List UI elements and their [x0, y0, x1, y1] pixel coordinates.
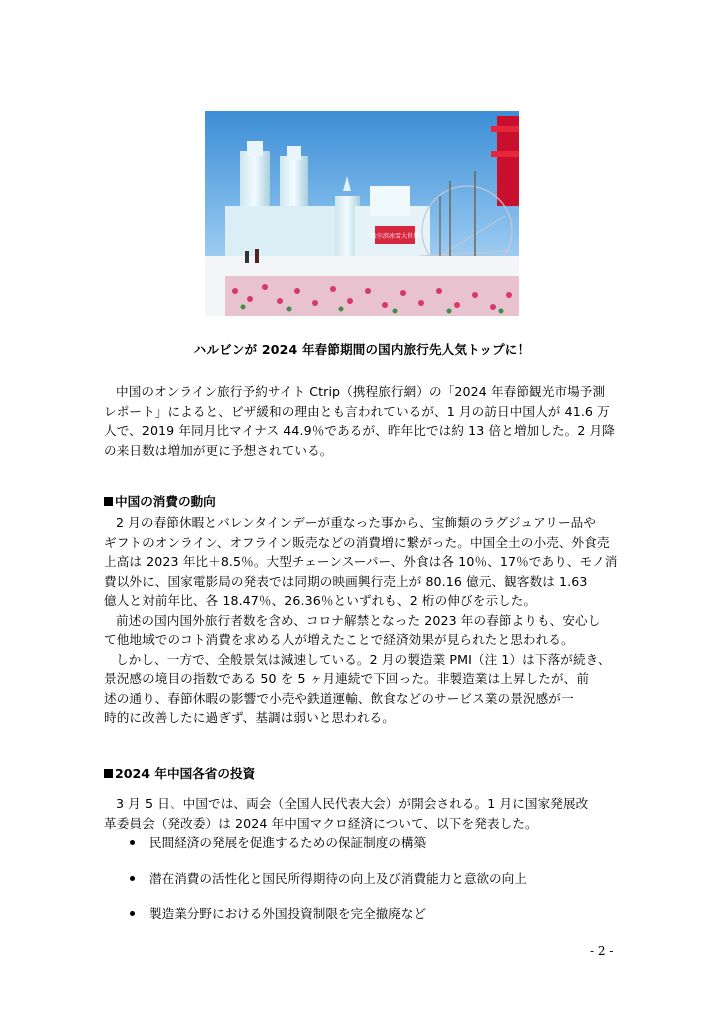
square-bullet-icon: [104, 769, 113, 778]
text-line: レポート」によると、ビザ緩和の理由とも言われているが、1 月の訪日中国人が 41.6 万: [104, 403, 610, 419]
investment-paragraph: [104, 794, 624, 833]
text-line: ギフトのオンライン、オフライン販売などの消費増に繋がった。中国全土の小売、外食売: [104, 534, 610, 550]
red-comma: 、: [169, 796, 183, 811]
list-item: [130, 903, 426, 922]
text-line: の来日数は増加が更に予想されている。: [104, 442, 333, 458]
list-item: [130, 832, 426, 851]
consumption-paragraph: [104, 513, 624, 728]
bullet-text: 民間経済の発展を促進するための保証制度の構築: [149, 835, 427, 850]
text-line: 上高は 2023 年比＋8.5％。大型チェーンスーパー、外食は各 10％、17％であり、モノ消: [104, 554, 618, 569]
intro-paragraph: [104, 382, 624, 460]
square-bullet-icon: [104, 497, 113, 506]
text-line: 述の通り、春節休暇の影響で小売や鉄道運輸、飲食などのサービス業の景況感が一: [104, 690, 574, 706]
list-item: [130, 868, 527, 887]
text-line: 中国のオンライン旅行予約サイト Ctrip（携程旅行網）の「2024 年春節観光市場予測: [116, 384, 606, 399]
date-text: 3 月 5 日: [116, 796, 170, 811]
text-line: [104, 794, 624, 814]
text-line: 億人と対前年比、各 18.47％、26.36％といずれも、2 桁の伸びを示した。: [104, 593, 537, 608]
text-line: 人で、2019 年同月比マイナス 44.9％であるが、昨年比では約 13 倍と増加した。2 月降: [104, 423, 615, 438]
photo-caption: ハルビンが 2024 年春節期間の国内旅行先人気トップに！: [193, 342, 531, 357]
bullet-text: 潜在消費の活性化と国民所得期待の向上及び消費能力と意欲の向上: [149, 871, 527, 886]
text-segment: 中国では、両会（全国人民代表大会）が開会される。1 月に国家発展改: [182, 796, 589, 811]
bullet-dot-icon: [130, 911, 135, 916]
bullet-dot-icon: [130, 876, 135, 881]
bullet-dot-icon: [130, 840, 135, 845]
text-line: 景況感の境目の指数である 50 を 5 ヶ月連続で下回った。非製造業は上昇したが、前: [104, 671, 590, 686]
text-line: 前述の国内国外旅行者数を含め、コロナ解禁となった 2023 年の春節よりも、安心し: [116, 612, 601, 628]
heading-text: 中国の消費の動向: [115, 494, 216, 509]
text-line: 費以外に、国家電影局の発表では同期の映画興行売上が 80.16 億元、観客数は 1.63: [104, 573, 588, 589]
section-heading-consumption: [104, 491, 216, 510]
text-line: 時的に改善したに過ぎず、基調は弱いと思われる。: [104, 710, 395, 725]
text-line: 革委員会（発改委）は 2024 年中国マクロ経済について、以下を発表した。: [104, 815, 538, 831]
ice-world-sign: 哈尔滨冰雪大世界: [370, 233, 420, 240]
bullet-text: 製造業分野における外国投資制限を完全撤廃など: [149, 906, 427, 921]
text-line: しかし、一方で、全般景気は減速している。2 月の製造業 PMI（注 1）は下落が続き、: [116, 651, 611, 667]
text-line: て他地域でのコト消費を求める人が増えたことで経済効果が見られたと思われる。: [104, 632, 574, 647]
page-number: - 2 -: [590, 944, 614, 958]
section-heading-investment: [104, 763, 255, 782]
text-line: 2 月の春節休暇とバレンタインデーが重なった事から、宝飾類のラグジュアリー品や: [116, 515, 597, 530]
heading-text: 2024 年中国各省の投資: [115, 766, 256, 781]
harbin-ice-festival-photo: [205, 111, 519, 316]
